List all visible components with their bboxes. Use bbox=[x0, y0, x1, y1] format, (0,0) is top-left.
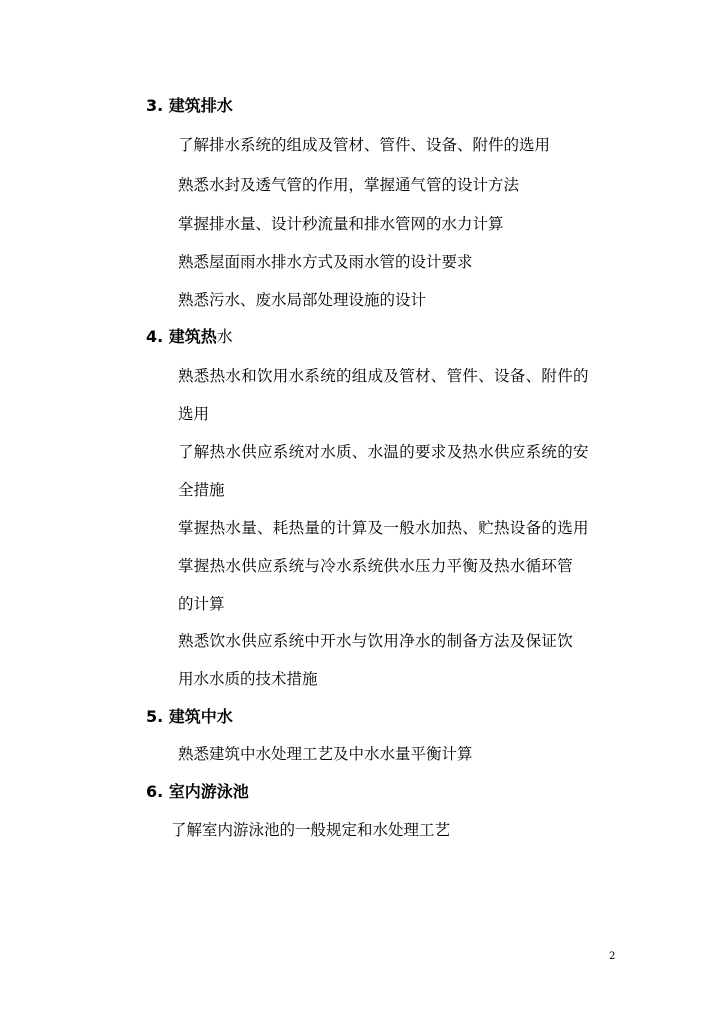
text-line: 了解排水系统的组成及管材、管件、设备、附件的选用 bbox=[178, 136, 551, 154]
section-heading-drainage: 3. 建筑排水 bbox=[146, 96, 233, 115]
page-number: 2 bbox=[609, 951, 616, 962]
text-line: 熟悉饮水供应系统中开水与饮用净水的制备方法及保证饮 bbox=[178, 632, 574, 650]
text-line: 熟悉热水和饮用水系统的组成及管材、管件、设备、附件的 bbox=[178, 367, 589, 385]
section-heading-hot-water bbox=[146, 327, 233, 347]
section-heading-suffix: 水 bbox=[216, 327, 233, 346]
text-line: 选用 bbox=[178, 405, 210, 423]
text-line: 用水水质的技术措施 bbox=[178, 670, 318, 688]
section-heading-indoor-pool: 6. 室内游泳池 bbox=[146, 782, 249, 801]
text-line: 熟悉水封及透气管的作用，掌握通气管的设计方法 bbox=[178, 176, 520, 194]
text-line: 了解热水供应系统对水质、水温的要求及热水供应系统的安 bbox=[178, 443, 589, 461]
text-line: 全措施 bbox=[178, 481, 225, 499]
text-line: 掌握热水量、耗热量的计算及一般水加热、贮热设备的选用 bbox=[178, 519, 589, 537]
text-line: 熟悉屋面雨水排水方式及雨水管的设计要求 bbox=[178, 253, 473, 271]
text-line: 的计算 bbox=[178, 595, 225, 613]
section-heading-main: 4. 建筑热 bbox=[146, 327, 217, 346]
text-line: 掌握排水量、设计秒流量和排水管网的水力计算 bbox=[178, 215, 504, 233]
text-line: 熟悉污水、废水局部处理设施的设计 bbox=[178, 291, 427, 309]
section-heading-reclaimed-water: 5. 建筑中水 bbox=[146, 707, 233, 726]
text-line: 熟悉建筑中水处理工艺及中水水量平衡计算 bbox=[178, 745, 473, 763]
text-line: 了解室内游泳池的一般规定和水处理工艺 bbox=[171, 821, 451, 839]
text-line: 掌握热水供应系统与冷水系统供水压力平衡及热水循环管 bbox=[178, 557, 574, 575]
